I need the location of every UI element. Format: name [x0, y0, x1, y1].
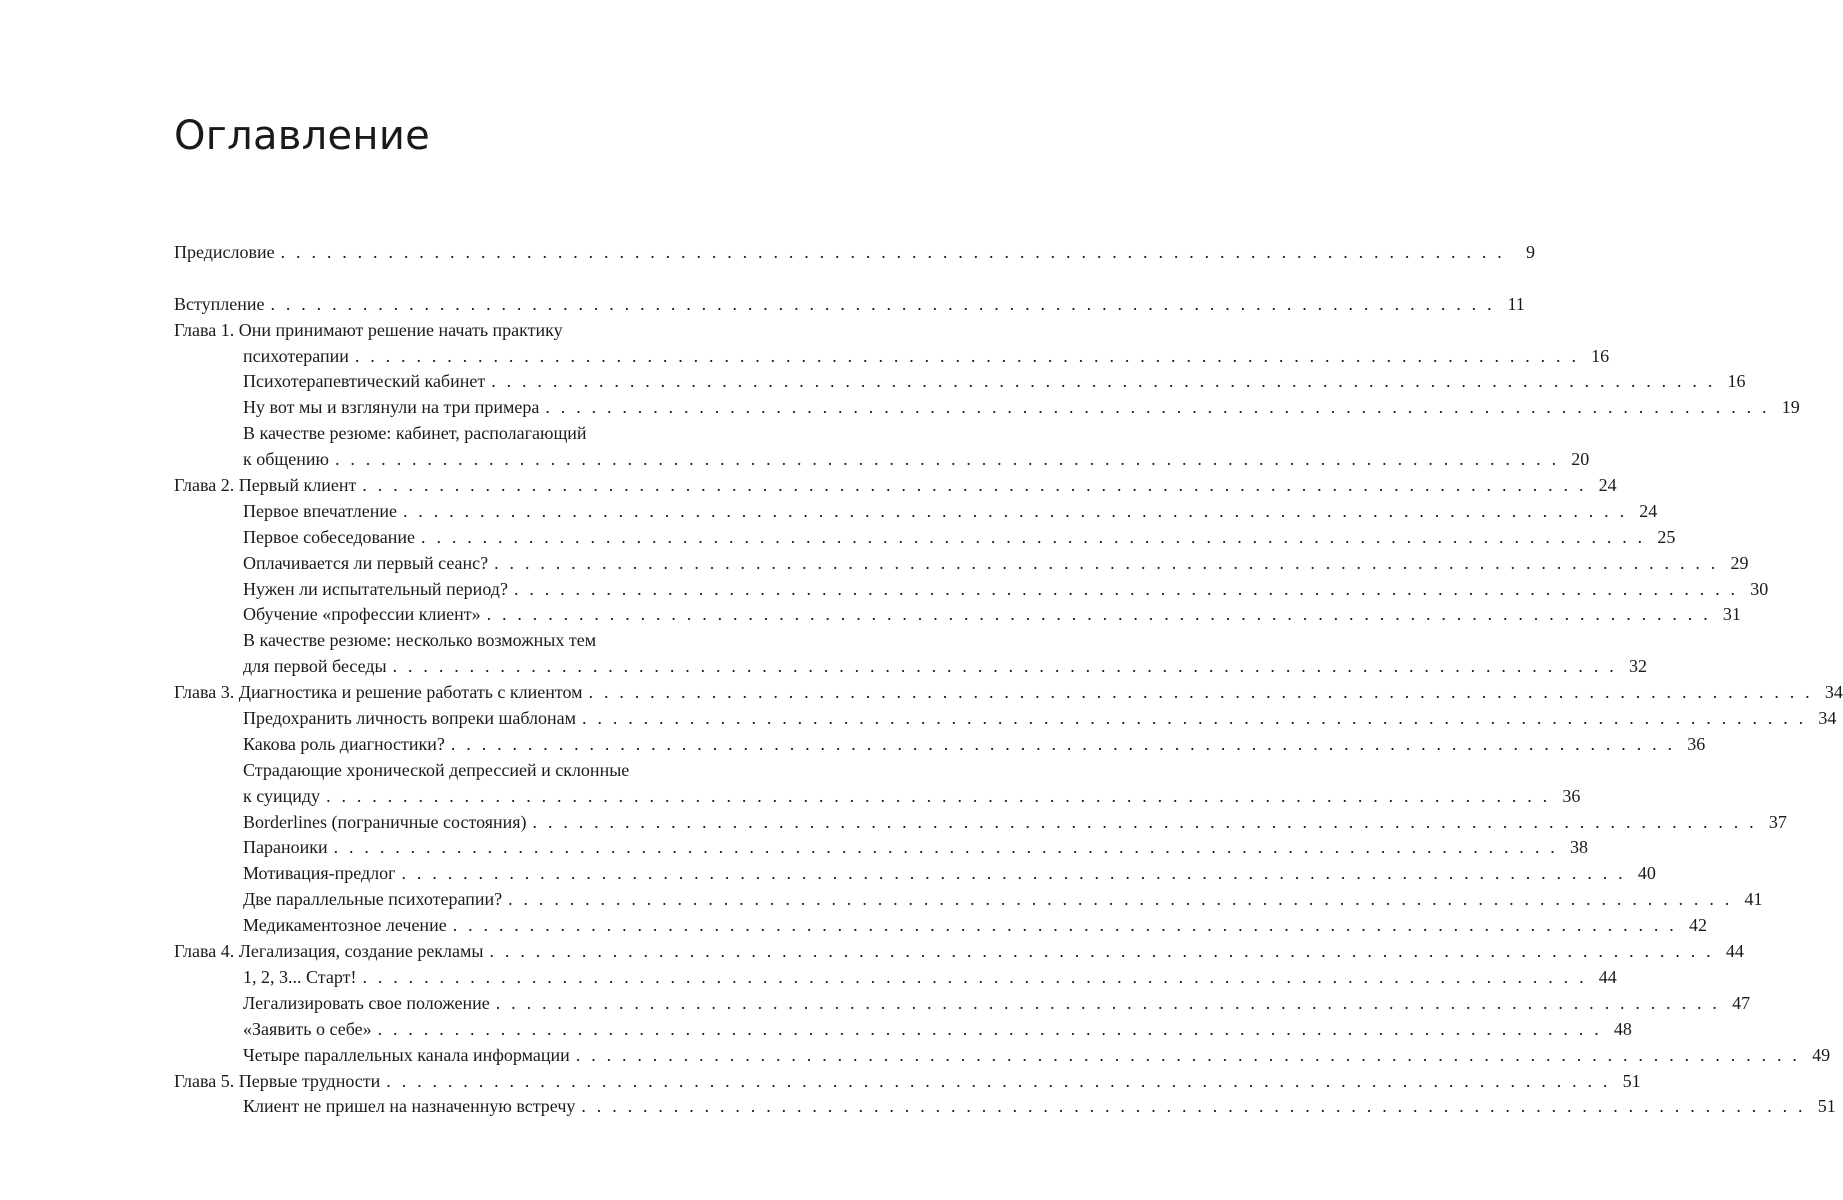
toc-entry-label: Нужен ли испытательный период? [243, 578, 508, 599]
toc-chapter-entry[interactable] [174, 288, 1525, 314]
toc-leader-dots: . . . . . . . . . . . . . . . . . . . . . . . . . . . . . . . . . . . . . . . . . . . . . . . . . . . . . . . . . . . . . . . . . . . . . . . . . . . . . . . . [489, 941, 1714, 962]
toc-entry-label: Глава 3. Диагностика и решение работать с клиентом [174, 682, 583, 703]
toc-leader-dots: . . . . . . . . . . . . . . . . . . . . . . . . . . . . . . . . . . . . . . . . . . . . . . . . . . . . . . . . . . . . . . . . . . . . . . . . . . . . . . . . [270, 293, 1495, 314]
toc-section-entry[interactable] [174, 443, 1590, 470]
toc-section-entry[interactable] [174, 961, 1617, 987]
toc-leader-dots: . . . . . . . . . . . . . . . . . . . . . . . . . . . . . . . . . . . . . . . . . . . . . . . . . . . . . . . . . . . . . . . . . . . . . . . . . . . . . . . . [494, 552, 1719, 573]
toc-section-entry[interactable] [174, 883, 1763, 910]
toc-leader-dots: . . . . . . . . . . . . . . . . . . . . . . . . . . . . . . . . . . . . . . . . . . . . . . . . . . . . . . . . . . . . . . . . . . . . . . . . . . . . . . . . [450, 733, 1676, 754]
toc-entry-label: Легализировать свое положение [243, 992, 490, 1013]
toc-leader-dots: . . . . . . . . . . . . . . . . . . . . . . . . . . . . . . . . . . . . . . . . . . . . . . . . . . . . . . . . . . . . . . . . . . . . . . . . . . . . . . . . [354, 345, 1580, 366]
toc-page-number: 29 [1730, 552, 1749, 573]
toc-entry-label: Первое собеседование [243, 526, 416, 547]
toc-entry-label: Вступление [174, 293, 265, 314]
toc-page-number: 44 [1598, 966, 1617, 987]
toc-page-number: 25 [1657, 526, 1676, 547]
toc-page-number: 30 [1750, 578, 1769, 599]
toc-section-entry[interactable] [174, 1013, 1632, 1039]
toc-section-entry[interactable] [174, 599, 1741, 625]
toc-section-gap [174, 262, 748, 288]
toc-section-entry[interactable] [174, 391, 1800, 418]
toc-page-number: 16 [1727, 371, 1746, 392]
toc-section-entry[interactable] [174, 340, 1610, 366]
toc-leader-dots: . . . . . . . . . . . . . . . . . . . . . . . . . . . . . . . . . . . . . . . . . . . . . . . . . . . . . . . . . . . . . . . . . . . . . . . . . . . . . . . . [401, 863, 1626, 884]
toc-leader-dots: . . . . . . . . . . . . . . . . . . . . . . . . . . . . . . . . . . . . . . . . . . . . . . . . . . . . . . . . . . . . . . . . . . . . . . . . . . . . . . . . [386, 1070, 1611, 1091]
toc-entry-label: Оплачивается ли первый сеанс? [243, 552, 489, 573]
toc-chapter-entry[interactable] [174, 935, 1744, 962]
toc-entry-label: Ну вот мы и взглянули на три примера [243, 397, 540, 418]
toc-page-number: 42 [1689, 915, 1707, 936]
toc-leader-dots: . . . . . . . . . . . . . . . . . . . . . . . . . . . . . . . . . . . . . . . . . . . . . . . . . . . . . . . . . . . . . . . . . . . . . . . . . . . . . . . . [532, 811, 1757, 832]
toc-entry-label: для первой беседы [243, 656, 387, 677]
toc-leader-dots: . . . . . . . . . . . . . . . . . . . . . . . . . . . . . . . . . . . . . . . . . . . . . . . . . . . . . . . . . . . . . . . . . . . . . . . . . . . . . . . . [508, 889, 1733, 910]
toc-section-entry[interactable] [174, 702, 1837, 729]
toc-section-entry[interactable] [174, 728, 1706, 754]
toc-leader-dots: . . . . . . . . . . . . . . . . . . . . . . . . . . . . . . . . . . . . . . . . . . . . . . . . . . . . . . . . . . . . . . . . . . . . . . . . . . . . . . . . [326, 785, 1551, 806]
toc-page-number: 48 [1613, 1018, 1632, 1039]
toc-page-number: 40 [1637, 863, 1656, 884]
toc-entry-label: Психотерапевтический кабинет [243, 371, 486, 392]
toc-entry-label: Медикаментозное лечение [243, 915, 447, 936]
toc-section-entry[interactable] [174, 624, 748, 650]
toc-entry-label: Страдающие хронической депрессией и склонные [243, 759, 630, 780]
toc-entry-label: Глава 4. Легализация, создание рекламы [174, 941, 484, 962]
toc-section-entry[interactable] [174, 806, 1787, 832]
toc-leader-dots: . . . . . . . . . . . . . . . . . . . . . . . . . . . . . . . . . . . . . . . . . . . . . . . . . . . . . . . . . . . . . . . . . . . . . . . . . . . . . . . . [486, 604, 1711, 625]
toc-leader-dots: . . . . . . . . . . . . . . . . . . . . . . . . . . . . . . . . . . . . . . . . . . . . . . . . . . . . . . . . . . . . . . . . . . . . . . . . . . . . . . . . [588, 682, 1813, 703]
toc-leader-dots: . . . . . . . . . . . . . . . . . . . . . . . . . . . . . . . . . . . . . . . . . . . . . . . . . . . . . . . . . . . . . . . . . . . . . . . . . . . . . . . . [421, 526, 1646, 547]
toc-entry-label: Глава 1. Они принимают решение начать практику [174, 319, 563, 340]
toc-page-number: 34 [1818, 708, 1837, 729]
toc-entry-label: Первое впечатление [243, 500, 397, 521]
toc-leader-dots: . . . . . . . . . . . . . . . . . . . . . . . . . . . . . . . . . . . . . . . . . . . . . . . . . . . . . . . . . . . . . . . . . . . . . . . . . . . . . . . . [575, 1044, 1801, 1065]
toc-section-entry[interactable] [174, 1091, 1836, 1117]
toc-section-entry[interactable] [174, 650, 1647, 677]
toc-section-entry[interactable] [174, 857, 1656, 884]
toc-section-entry[interactable] [174, 1039, 1831, 1065]
toc-entry-label: Четыре параллельных канала информации [243, 1044, 570, 1065]
toc-leader-dots: . . . . . . . . . . . . . . . . . . . . . . . . . . . . . . . . . . . . . . . . . . . . . . . . . . . . . . . . . . . . . . . . . . . . . . . . . . . . . . . . [402, 500, 1628, 521]
toc-entry-label: Две параллельные психотерапии? [243, 889, 503, 910]
toc-page-number: 9 [1525, 241, 1535, 262]
toc-page-number: 19 [1781, 397, 1800, 418]
toc-leader-dots: . . . . . . . . . . . . . . . . . . . . . . . . . . . . . . . . . . . . . . . . . . . . . . . . . . . . . . . . . . . . . . . . . . . . . . . . . . . . . . . . [362, 966, 1587, 987]
toc-page-number: 51 [1817, 1096, 1836, 1117]
toc-entry-label: Какова роль диагностики? [243, 733, 445, 754]
toc-leader-dots: . . . . . . . . . . . . . . . . . . . . . . . . . . . . . . . . . . . . . . . . . . . . . . . . . . . . . . . . . . . . . . . . . . . . . . . . . . . . . . . . [392, 656, 1617, 677]
toc-page-number: 32 [1628, 656, 1647, 677]
toc-entry-label: к общению [243, 449, 329, 470]
toc-entry-label: В качестве резюме: кабинет, располагающий [243, 423, 587, 444]
toc-section-entry[interactable] [174, 987, 1751, 1013]
toc-chapter-entry[interactable] [174, 676, 1843, 703]
toc-leader-dots: . . . . . . . . . . . . . . . . . . . . . . . . . . . . . . . . . . . . . . . . . . . . . . . . . . . . . . . . . . . . . . . . . . . . . . . . . . . . . . . . [333, 837, 1558, 858]
toc-entry-label: «Заявить о себе» [243, 1018, 372, 1039]
toc-section-entry[interactable] [174, 573, 1769, 599]
toc-page-number: 49 [1812, 1044, 1831, 1065]
toc-section-entry[interactable] [174, 909, 1707, 936]
toc-page-number: 36 [1562, 785, 1581, 806]
toc-chapter-entry[interactable] [174, 1065, 1641, 1091]
toc-page-number: 31 [1722, 604, 1741, 625]
toc-section-entry[interactable] [174, 780, 1581, 806]
toc-section-entry[interactable] [174, 417, 748, 443]
toc-entry-label: Обучение «профессии клиент» [243, 604, 481, 625]
page-title: Оглавление [174, 113, 431, 159]
toc-entry-label: Глава 2. Первый клиент [174, 475, 357, 496]
toc-entry-label: Глава 5. Первые трудности [174, 1070, 381, 1091]
toc-entry-label: Клиент не пришел на назначенную встречу [243, 1096, 576, 1117]
toc-entry-label: Предисловие [174, 241, 275, 262]
toc-leader-dots: . . . . . . . . . . . . . . . . . . . . . . . . . . . . . . . . . . . . . . . . . . . . . . . . . . . . . . . . . . . . . . . . . . . . . . . . . . . . . . . . [495, 992, 1721, 1013]
toc-leader-dots: . . . . . . . . . . . . . . . . . . . . . . . . . . . . . . . . . . . . . . . . . . . . . . . . . . . . . . . . . . . . . . . . . . . . . . . . . . . . . . . . [545, 397, 1770, 418]
toc-leader-dots: . . . . . . . . . . . . . . . . . . . . . . . . . . . . . . . . . . . . . . . . . . . . . . . . . . . . . . . . . . . . . . . . . . . . . . . . . . . . . . . . [377, 1018, 1602, 1039]
toc-page-number: 34 [1824, 682, 1843, 703]
toc-leader-dots: . . . . . . . . . . . . . . . . . . . . . . . . . . . . . . . . . . . . . . . . . . . . . . . . . . . . . . . . . . . . . . . . . . . . . . . . . . . . . . . . [491, 371, 1716, 392]
toc-section-entry[interactable] [174, 521, 1676, 547]
toc-entry-label: к суициду [243, 785, 321, 806]
toc-page-number: 16 [1591, 345, 1610, 366]
toc-page-number: 37 [1768, 811, 1787, 832]
toc-entry-label: 1, 2, 3... Старт! [243, 966, 357, 987]
table-of-contents [174, 236, 1843, 1117]
toc-page-number: 24 [1598, 475, 1617, 496]
toc-leader-dots: . . . . . . . . . . . . . . . . . . . . . . . . . . . . . . . . . . . . . . . . . . . . . . . . . . . . . . . . . . . . . . . . . . . . . . . . . . . . . . . . [334, 449, 1560, 470]
toc-page-number: 38 [1569, 837, 1588, 858]
toc-entry-label: Предохранить личность вопреки шаблонам [243, 708, 577, 729]
toc-section-entry[interactable] [174, 754, 748, 780]
toc-section-entry[interactable] [174, 832, 1588, 858]
toc-entry-label: Мотивация-предлог [243, 863, 396, 884]
toc-entry-label: В качестве резюме: несколько возможных тем [243, 630, 597, 651]
toc-page-number: 20 [1571, 449, 1590, 470]
toc-leader-dots: . . . . . . . . . . . . . . . . . . . . . . . . . . . . . . . . . . . . . . . . . . . . . . . . . . . . . . . . . . . . . . . . . . . . . . . . . . . . . . . . [452, 915, 1677, 936]
toc-section-entry[interactable] [174, 366, 1746, 392]
toc-leader-dots: . . . . . . . . . . . . . . . . . . . . . . . . . . . . . . . . . . . . . . . . . . . . . . . . . . . . . . . . . . . . . . . . . . . . . . . . . . . . . . . . [513, 578, 1739, 599]
toc-entry-label: психотерапии [243, 345, 349, 366]
toc-chapter-entry[interactable] [174, 314, 748, 340]
toc-chapter-entry[interactable] [174, 469, 1617, 496]
toc-page-number: 47 [1732, 992, 1751, 1013]
toc-page-number: 24 [1639, 500, 1658, 521]
toc-page-number: 41 [1744, 889, 1763, 910]
toc-page-number: 44 [1725, 941, 1744, 962]
toc-leader-dots: . . . . . . . . . . . . . . . . . . . . . . . . . . . . . . . . . . . . . . . . . . . . . . . . . . . . . . . . . . . . . . . . . . . . . . . . . . . . . . . . [362, 475, 1587, 496]
toc-entry-label: Параноики [243, 837, 328, 858]
toc-chapter-entry[interactable] [174, 236, 1535, 262]
toc-leader-dots: . . . . . . . . . . . . . . . . . . . . . . . . . . . . . . . . . . . . . . . . . . . . . . . . . . . . . . . . . . . . . . . . . . . . . . . . . . . . . . . . [581, 1096, 1806, 1117]
toc-page-number: 51 [1622, 1070, 1641, 1091]
toc-leader-dots: . . . . . . . . . . . . . . . . . . . . . . . . . . . . . . . . . . . . . . . . . . . . . . . . . . . . . . . . . . . . . . . . . . . . . . . . . . . . . . . . [582, 708, 1807, 729]
toc-section-entry[interactable] [174, 547, 1749, 573]
toc-leader-dots: . . . . . . . . . . . . . . . . . . . . . . . . . . . . . . . . . . . . . . . . . . . . . . . . . . . . . . . . . . . . . . . . . . . . . . . . . . . . . . . . [280, 241, 1505, 262]
toc-entry-label: Borderlines (пограничные состояния) [243, 811, 527, 832]
toc-page-number: 36 [1687, 733, 1706, 754]
toc-section-entry[interactable] [174, 495, 1658, 521]
toc-page-number: 11 [1507, 293, 1525, 314]
